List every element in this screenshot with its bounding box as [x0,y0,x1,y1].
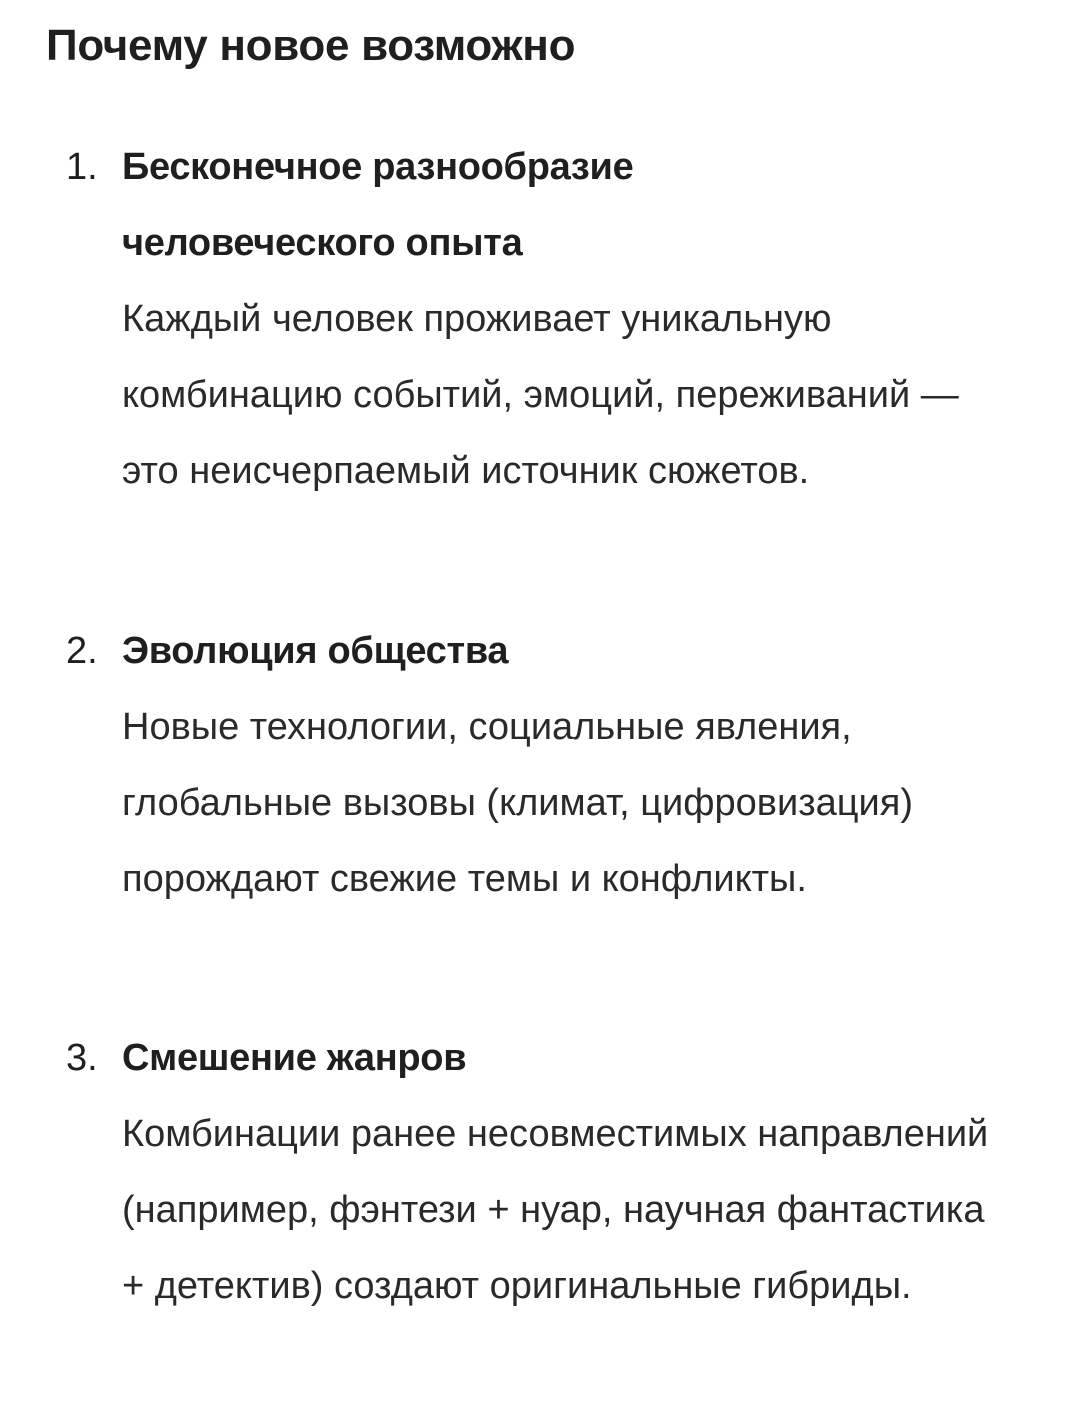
section-title: Почему новое возможно [46,21,576,70]
list-item-number: 3. [66,1037,98,1079]
list-item-title: Смешение жанров [122,1037,467,1079]
list-item-number: 1. [66,146,98,188]
list-item-body [122,613,1012,917]
list-item-number: 2. [66,630,98,672]
list-item-text: Комбинации ранее несовместимых направлений (например, фэнтези + нуар, научная фантастика + детектив) создают оригинальные гибриды. [122,1113,989,1307]
list-item-body [122,129,1012,509]
list-item-body [122,1020,1012,1324]
list-item-title: Эволюция общества [122,630,509,672]
list-item-text: Каждый человек проживает уникальную комбинацию событий, эмоций, переживаний — это неисчерпаемый источник сюжетов. [122,298,959,492]
list-item-title: Бесконечное разнообразие человеческого опыта [122,146,634,264]
list-item-text: Новые технологии, социальные явления, глобальные вызовы (климат, цифровизация) порождают свежие темы и конфликты. [122,706,913,900]
